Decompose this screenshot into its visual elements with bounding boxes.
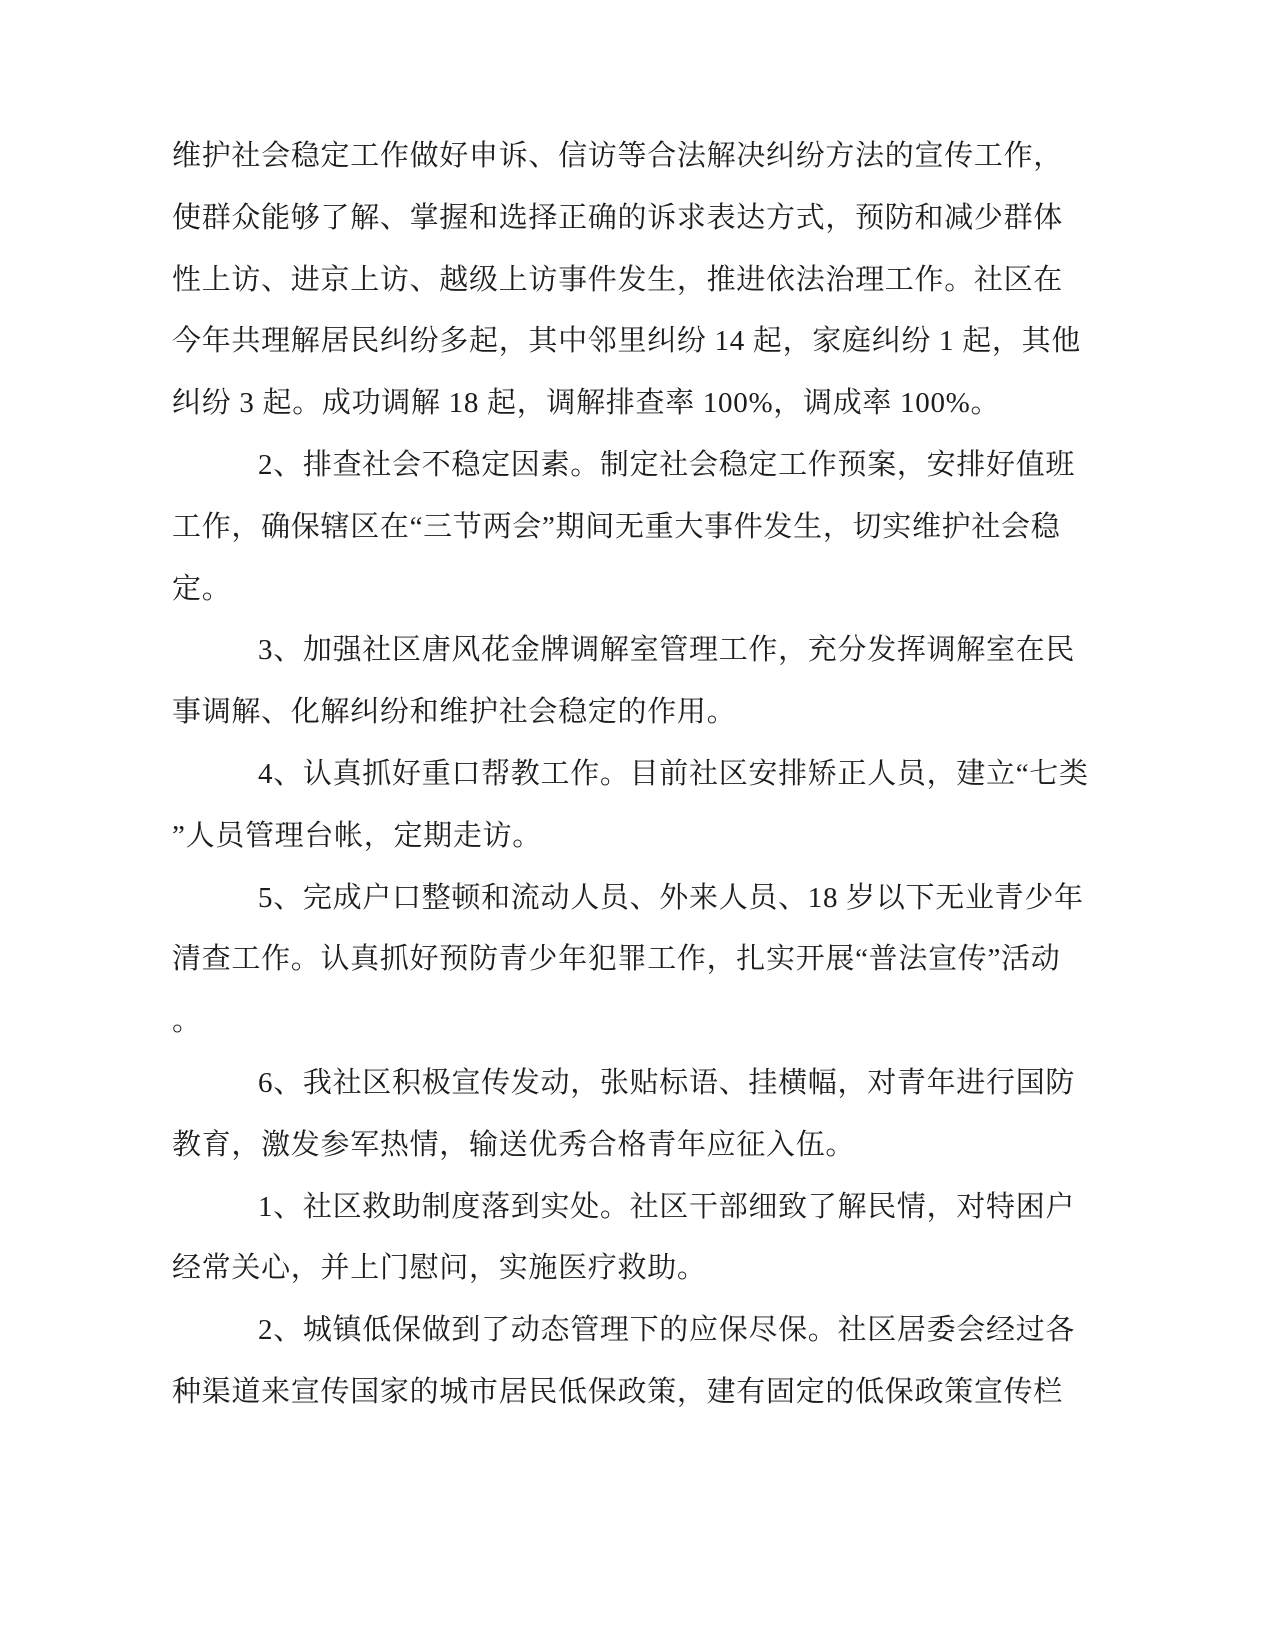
text-line: 清查工作。认真抓好预防青少年犯罪工作，扎实开展“普法宣传”活动 <box>172 943 1061 976</box>
text-line: 1、社区救助制度落到实处。社区干部细致了解民情，对特困户 <box>258 1190 1076 1223</box>
text-line: 性上访、进京上访、越级上访事件发生，推进依法治理工作。社区在 <box>172 263 1064 296</box>
text-line: 2、城镇低保做到了动态管理下的应保尽保。社区居委会经过各 <box>258 1314 1076 1347</box>
text-line: 。 <box>172 1005 202 1038</box>
text-line: 5、完成户口整顿和流动人员、外来人员、18 岁以下无业青少年 <box>258 881 1084 914</box>
text-line: 维护社会稳定工作做好申诉、信访等合法解决纠纷方法的宣传工作， <box>172 140 1064 172</box>
text-line: 6、我社区积极宣传发动，张贴标语、挂横幅，对青年进行国防 <box>258 1066 1076 1099</box>
text-line: 教育，激发参军热情，输送优秀合格青年应征入伍。 <box>172 1128 856 1161</box>
text-line: 定。 <box>172 572 232 605</box>
text-line: 纠纷 3 起。成功调解 18 起，调解排查率 100%，调成率 100%。 <box>172 387 1001 420</box>
text-line: 使群众能够了解、掌握和选择正确的诉求表达方式，预防和减少群体 <box>172 201 1064 234</box>
text-line: 工作，确保辖区在“三节两会”期间无重大事件发生，切实维护社会稳 <box>172 510 1061 543</box>
text-line: 事调解、化解纠纷和维护社会稳定的作用。 <box>172 696 737 729</box>
document-body <box>172 126 1089 1424</box>
text-line: 4、认真抓好重口帮教工作。目前社区安排矫正人员，建立“七类 <box>258 757 1089 790</box>
text-line: 3、加强社区唐风花金牌调解室管理工作，充分发挥调解室在民 <box>258 634 1076 667</box>
text-line: 种渠道来宣传国家的城市居民低保政策，建有固定的低保政策宣传栏 <box>172 1375 1064 1408</box>
text-line: 经常关心，并上门慰问，实施医疗救助。 <box>172 1252 707 1285</box>
text-line: 2、排查社会不稳定因素。制定社会稳定工作预案，安排好值班 <box>258 448 1076 481</box>
text-line: 今年共理解居民纠纷多起，其中邻里纠纷 14 起，家庭纠纷 1 起，其他 <box>172 325 1082 358</box>
text-line: ”人员管理台帐，定期走访。 <box>172 819 542 852</box>
